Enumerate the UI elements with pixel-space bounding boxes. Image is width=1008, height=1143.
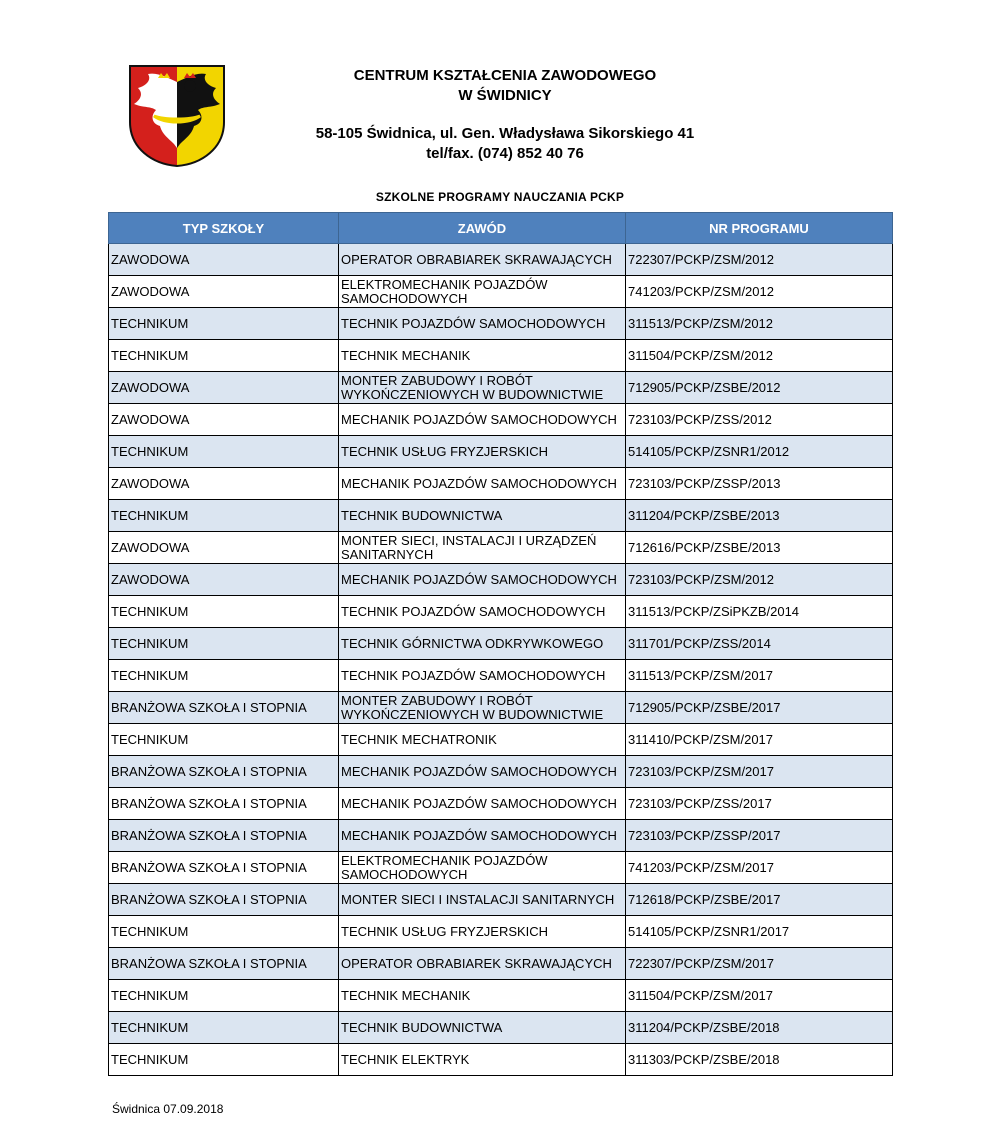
cell-program-number: 723103/PCKP/ZSM/2012 [626,564,893,596]
table-row [109,500,893,532]
table-row [109,404,893,436]
cell-school-type: TECHNIKUM [109,308,339,340]
cell-profession: TECHNIK POJAZDÓW SAMOCHODOWYCH [339,596,626,628]
table-row [109,756,893,788]
cell-school-type: BRANŻOWA SZKOŁA I STOPNIA [109,820,339,852]
table-row [109,468,893,500]
table-row [109,1012,893,1044]
cell-profession: TECHNIK USŁUG FRYZJERSKICH [339,436,626,468]
cell-profession: TECHNIK POJAZDÓW SAMOCHODOWYCH [339,308,626,340]
cell-school-type: BRANŻOWA SZKOŁA I STOPNIA [109,852,339,884]
cell-program-number: 712618/PCKP/ZSBE/2017 [626,884,893,916]
cell-program-number: 311410/PCKP/ZSM/2017 [626,724,893,756]
cell-program-number: 712905/PCKP/ZSBE/2012 [626,372,893,404]
cell-program-number: 311204/PCKP/ZSBE/2018 [626,1012,893,1044]
cell-profession: ELEKTROMECHANIK POJAZDÓW SAMOCHODOWYCH [339,852,626,884]
cell-school-type: TECHNIKUM [109,660,339,692]
cell-school-type: TECHNIKUM [109,628,339,660]
cell-profession: TECHNIK GÓRNICTWA ODKRYWKOWEGO [339,628,626,660]
cell-school-type: TECHNIKUM [109,980,339,1012]
cell-program-number: 741203/PCKP/ZSM/2017 [626,852,893,884]
cell-profession: MECHANIK POJAZDÓW SAMOCHODOWYCH [339,788,626,820]
cell-school-type: ZAWODOWA [109,404,339,436]
institution-address: 58-105 Świdnica, ul. Gen. Władysława Sikorskiego 41 [315,125,695,142]
table-row [109,884,893,916]
cell-profession: OPERATOR OBRABIAREK SKRAWAJĄCYCH [339,948,626,980]
cell-profession: MONTER ZABUDOWY I ROBÓT WYKOŃCZENIOWYCH W BUDOWNICTWIE [339,372,626,404]
cell-school-type: TECHNIKUM [109,724,339,756]
cell-program-number: 741203/PCKP/ZSM/2012 [626,276,893,308]
cell-school-type: ZAWODOWA [109,468,339,500]
cell-school-type: BRANŻOWA SZKOŁA I STOPNIA [109,948,339,980]
cell-profession: TECHNIK BUDOWNICTWA [339,500,626,532]
cell-program-number: 723103/PCKP/ZSSP/2017 [626,820,893,852]
cell-profession: MECHANIK POJAZDÓW SAMOCHODOWYCH [339,404,626,436]
table-row [109,532,893,564]
table-row [109,980,893,1012]
cell-school-type: TECHNIKUM [109,340,339,372]
cell-school-type: BRANŻOWA SZKOŁA I STOPNIA [109,884,339,916]
coat-of-arms-eagle-icon [128,64,226,168]
programs-table [108,212,893,1076]
cell-school-type: ZAWODOWA [109,532,339,564]
cell-profession: MONTER ZABUDOWY I ROBÓT WYKOŃCZENIOWYCH W BUDOWNICTWIE [339,692,626,724]
cell-program-number: 712616/PCKP/ZSBE/2013 [626,532,893,564]
cell-school-type: BRANŻOWA SZKOŁA I STOPNIA [109,788,339,820]
cell-program-number: 723103/PCKP/ZSS/2012 [626,404,893,436]
cell-program-number: 712905/PCKP/ZSBE/2017 [626,692,893,724]
cell-program-number: 311513/PCKP/ZSM/2012 [626,308,893,340]
table-row [109,1044,893,1076]
table-row [109,436,893,468]
cell-profession: MECHANIK POJAZDÓW SAMOCHODOWYCH [339,756,626,788]
table-row [109,692,893,724]
cell-program-number: 311204/PCKP/ZSBE/2013 [626,500,893,532]
cell-school-type: BRANŻOWA SZKOŁA I STOPNIA [109,756,339,788]
cell-school-type: TECHNIKUM [109,596,339,628]
cell-profession: TECHNIK ELEKTRYK [339,1044,626,1076]
cell-school-type: TECHNIKUM [109,1044,339,1076]
table-row [109,948,893,980]
cell-school-type: TECHNIKUM [109,500,339,532]
cell-profession: ELEKTROMECHANIK POJAZDÓW SAMOCHODOWYCH [339,276,626,308]
cell-program-number: 723103/PCKP/ZSS/2017 [626,788,893,820]
cell-school-type: BRANŻOWA SZKOŁA I STOPNIA [109,692,339,724]
cell-profession: OPERATOR OBRABIAREK SKRAWAJĄCYCH [339,244,626,276]
cell-program-number: 311303/PCKP/ZSBE/2018 [626,1044,893,1076]
cell-profession: TECHNIK MECHATRONIK [339,724,626,756]
table-row [109,820,893,852]
table-row [109,916,893,948]
cell-school-type: TECHNIKUM [109,436,339,468]
table-row [109,788,893,820]
cell-program-number: 311701/PCKP/ZSS/2014 [626,628,893,660]
table-row [109,596,893,628]
table-row [109,852,893,884]
cell-program-number: 723103/PCKP/ZSSP/2013 [626,468,893,500]
cell-profession: TECHNIK USŁUG FRYZJERSKICH [339,916,626,948]
table-body [109,244,893,1076]
table-row [109,372,893,404]
cell-profession: MECHANIK POJAZDÓW SAMOCHODOWYCH [339,564,626,596]
cell-program-number: 311504/PCKP/ZSM/2017 [626,980,893,1012]
cell-profession: MECHANIK POJAZDÓW SAMOCHODOWYCH [339,820,626,852]
column-header-program-number: NR PROGRAMU [626,213,893,244]
cell-profession: TECHNIK POJAZDÓW SAMOCHODOWYCH [339,660,626,692]
table-row [109,308,893,340]
cell-school-type: ZAWODOWA [109,564,339,596]
footer-date: Świdnica 07.09.2018 [112,1102,224,1116]
cell-profession: MONTER SIECI I INSTALACJI SANITARNYCH [339,884,626,916]
cell-program-number: 311513/PCKP/ZSM/2017 [626,660,893,692]
cell-school-type: TECHNIKUM [109,1012,339,1044]
cell-program-number: 514105/PCKP/ZSNR1/2017 [626,916,893,948]
cell-program-number: 723103/PCKP/ZSM/2017 [626,756,893,788]
institution-name-line2: W ŚWIDNICY [458,87,552,104]
cell-program-number: 514105/PCKP/ZSNR1/2012 [626,436,893,468]
cell-school-type: ZAWODOWA [109,372,339,404]
cell-program-number: 311504/PCKP/ZSM/2012 [626,340,893,372]
table-header-row [109,213,893,244]
cell-school-type: ZAWODOWA [109,244,339,276]
cell-school-type: TECHNIKUM [109,916,339,948]
document-title: SZKOLNE PROGRAMY NAUCZANIA PCKP [375,190,625,204]
table-row [109,244,893,276]
table-row [109,340,893,372]
cell-profession: MECHANIK POJAZDÓW SAMOCHODOWYCH [339,468,626,500]
table-row [109,628,893,660]
cell-profession: TECHNIK MECHANIK [339,340,626,372]
table-row [109,276,893,308]
cell-profession: TECHNIK BUDOWNICTWA [339,1012,626,1044]
institution-name-line1: CENTRUM KSZTAŁCENIA ZAWODOWEGO [353,67,657,84]
table-row [109,564,893,596]
column-header-school-type: TYP SZKOŁY [109,213,339,244]
cell-profession: TECHNIK MECHANIK [339,980,626,1012]
cell-program-number: 722307/PCKP/ZSM/2017 [626,948,893,980]
cell-school-type: ZAWODOWA [109,276,339,308]
cell-profession: MONTER SIECI, INSTALACJI I URZĄDZEŃ SANITARNYCH [339,532,626,564]
table-row [109,724,893,756]
cell-program-number: 722307/PCKP/ZSM/2012 [626,244,893,276]
table-row [109,660,893,692]
column-header-profession: ZAWÓD [339,213,626,244]
cell-program-number: 311513/PCKP/ZSiPKZB/2014 [626,596,893,628]
institution-phone: tel/fax. (074) 852 40 76 [426,145,584,162]
